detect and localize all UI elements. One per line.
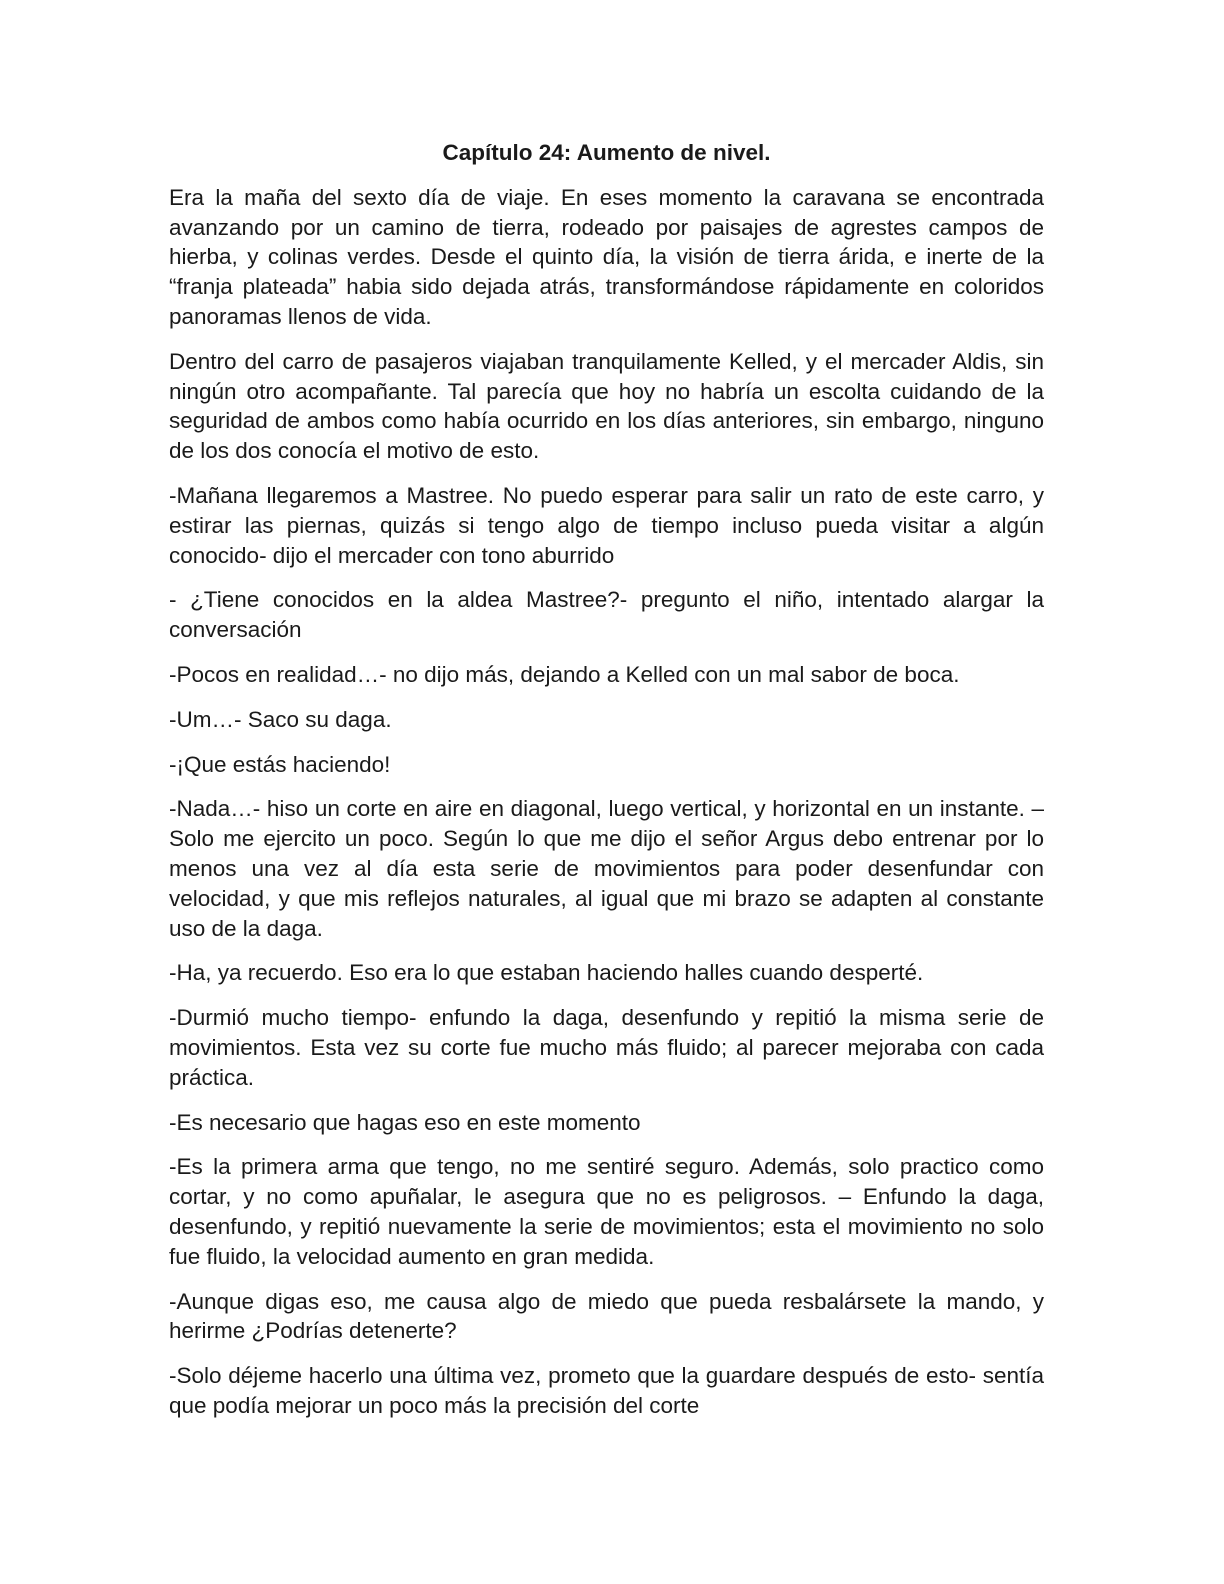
paragraph: -Mañana llegaremos a Mastree. No puedo esperar para salir un rato de este carro, y estirar las piernas, quizás si tengo algo de tiempo incluso pueda visitar a algún conocido- dijo el mercader con tono aburrido <box>169 482 1044 568</box>
paragraph: -Nada…- hiso un corte en aire en diagonal, luego vertical, y horizontal en un instante. –Solo me ejercito un poco. Según lo que me dijo el señor Argus debo entrenar por lo menos una vez al día esta serie de movimientos para poder desenfundar con velocidad, y que mis reflejos naturales, al igual que mi brazo se adapten al constante uso de la daga. <box>169 796 1044 941</box>
paragraph: -Aunque digas eso, me causa algo de miedo que pueda resbalársete la mando, y herirme ¿Podrías detenerte? <box>169 1288 1044 1344</box>
paragraph: -Solo déjeme hacerlo una última vez, prometo que la guardare después de esto- sentía que podía mejorar un poco más la precisión del corte <box>169 1363 1044 1418</box>
paragraph: -Pocos en realidad…- no dijo más, dejando a Kelled con un mal sabor de boca. <box>169 661 960 687</box>
paragraph: -Ha, ya recuerdo. Eso era lo que estaban haciendo halles cuando desperté. <box>169 960 924 986</box>
page-content <box>169 138 1044 1421</box>
paragraph: Dentro del carro de pasajeros viajaban tranquilamente Kelled, y el mercader Aldis, sin ningún otro acompañante. Tal parecía que hoy no habría un escolta cuidando de la seguridad de ambos como había ocurrido en los días anteriores, sin embargo, ninguno de los dos conocía el motivo de esto. <box>169 348 1044 464</box>
paragraph: -Es la primera arma que tengo, no me sentiré seguro. Además, solo practico como cortar, y no como apuñalar, le asegura que no es peligrosos. – Enfundo la daga, desenfundo, y repitió nuevamente la serie de movimientos; esta el movimiento no solo fue fluido, la velocidad aumento en gran medida. <box>169 1154 1044 1269</box>
paragraph: -Um…- Saco su daga. <box>169 706 392 732</box>
paragraph: Era la maña del sexto día de viaje. En eses momento la caravana se encontrada avanzando por un camino de tierra, rodeado por paisajes de agrestes campos de hierba, y colinas verdes. Desde el quinto día, la visión de tierra árida, e inerte de la “franja plateada” habia sido dejada atrás, transformándose rápidamente en coloridos panoramas llenos de vida. <box>169 184 1044 329</box>
chapter-title: Capítulo 24: Aumento de nivel. <box>442 140 771 165</box>
paragraph: -¡Que estás haciendo! <box>169 751 391 777</box>
paragraph: -Durmió mucho tiempo- enfundo la daga, desenfundo y repitió la misma serie de movimientos. Esta vez su corte fue mucho más fluido; al parecer mejoraba con cada práctica. <box>169 1005 1044 1090</box>
paragraph: - ¿Tiene conocidos en la aldea Mastree?- pregunto el niño, intentado alargar la conversación <box>169 587 1044 643</box>
paragraph: -Es necesario que hagas eso en este momento <box>169 1109 641 1135</box>
